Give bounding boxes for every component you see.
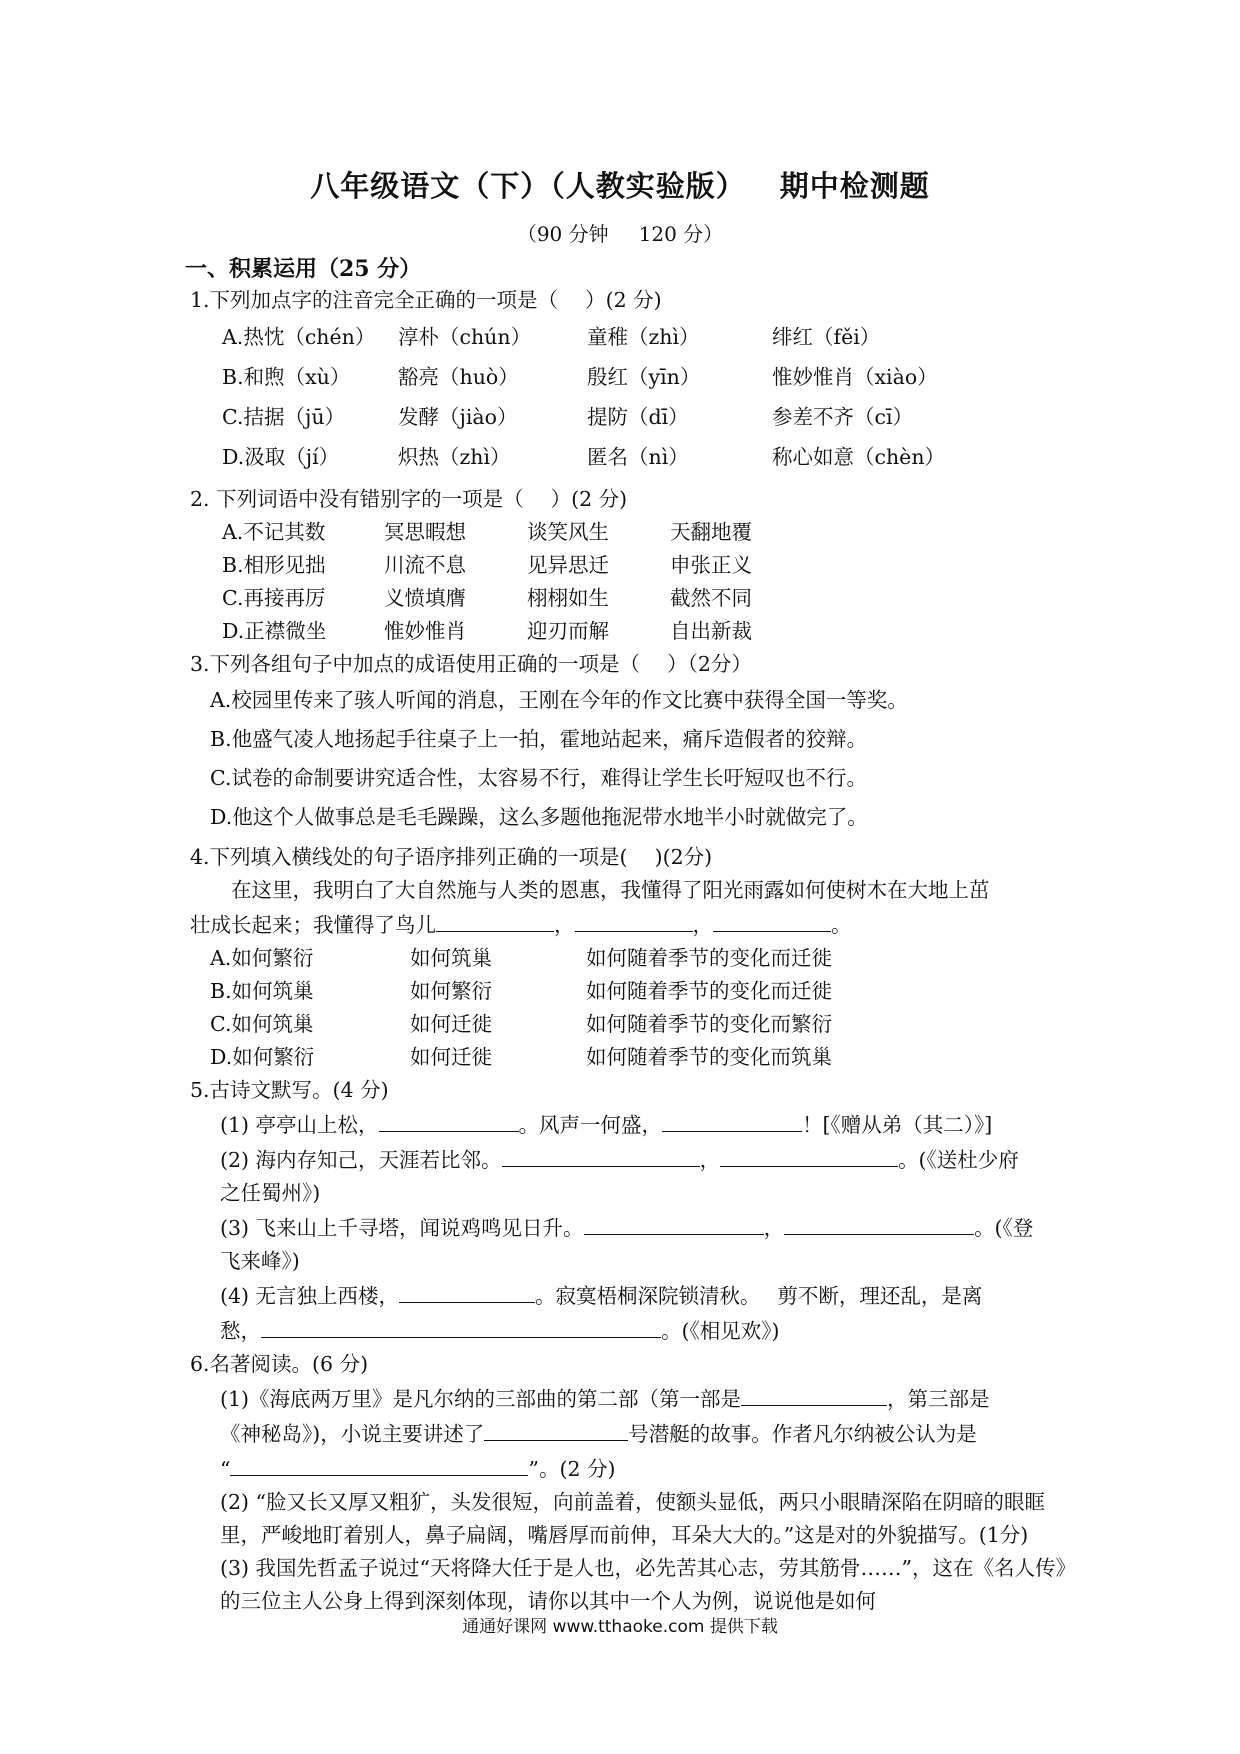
exam-title <box>0 164 1240 205</box>
q5-text: 。寂寞梧桐深院锁清秋。 剪不断，理还乱，是离 <box>535 1284 983 1308</box>
q1-option: 提防（dī） <box>587 405 689 429</box>
q6-stem: 6.名著阅读。(6 分) <box>190 1352 369 1376</box>
q5-text: ！[《赠从弟（其二）》] <box>802 1113 993 1137</box>
q4-option: B.如何筑巢 <box>210 979 314 1003</box>
q2-option: B.相形见拙 <box>222 553 326 577</box>
q6-text: (1)《海底两万里》是凡尔纳的三部曲的第二部（第一部是 <box>220 1387 742 1411</box>
answer-blank[interactable] <box>720 1142 898 1167</box>
q5-text: ， <box>699 1148 721 1172</box>
q4-option: A.如何繁衍 <box>210 946 314 970</box>
q3-stem: 3.下列各组句子中加点的成语使用正确的一项是（ ）（2分） <box>190 652 752 676</box>
q2-option-row <box>190 582 1070 615</box>
answer-blank[interactable] <box>741 1381 887 1406</box>
q6-item3: (3) 我国先哲孟子说过“天将降大任于是人也，必先苦其心志，劳其筋骨……”，这在《名人传》的三位主人公身上得到深刻体现，请你以其中一个人为例，说说他是如何 <box>220 1556 1066 1613</box>
answer-blank[interactable] <box>399 1278 535 1303</box>
q6-text: 号潜艇的故事。作者凡尔纳被公认为是 <box>628 1422 977 1446</box>
answer-blank[interactable] <box>784 1210 974 1235</box>
title-part1: 八年级语文（下）（人教实验版） <box>310 169 746 203</box>
answer-blank[interactable] <box>584 1210 764 1235</box>
q5-text: 飞来峰》) <box>220 1249 300 1273</box>
q3-option-a: A.校园里传来了骇人听闻的消息，王刚在今年的作文比赛中获得全国一等奖。 <box>210 688 908 712</box>
q2-option-row <box>190 549 1070 582</box>
section-heading-text: 一、积累运用（25 分） <box>185 256 422 282</box>
answer-blank[interactable] <box>379 1107 519 1132</box>
q6-text: ，第三部是 <box>887 1387 990 1411</box>
q1-option: 参差不齐（cī） <box>772 405 914 429</box>
q4-option-row <box>190 1008 1070 1041</box>
q6-text: 《神秘岛》)，小说主要讲述了 <box>220 1422 485 1446</box>
q6-item1 <box>190 1381 1070 1486</box>
q1-option: 惟妙惟肖（xiào） <box>772 365 938 389</box>
q2-option: C.再接再厉 <box>222 586 326 610</box>
q2-option: 天翻地覆 <box>670 520 752 544</box>
answer-blank[interactable] <box>502 1142 700 1167</box>
q5-text: (1) 亭亭山上松， <box>220 1113 379 1137</box>
q4-option-row <box>190 942 1070 975</box>
q5-text: (3) 飞来山上千寻塔，闻说鸡鸣见日升。 <box>220 1216 584 1240</box>
q2-option: 自出新裁 <box>670 619 752 643</box>
q3-option-c: C.试卷的命制要讲究适合性，太容易不行，难得让学生长吁短叹也不行。 <box>210 766 867 790</box>
q5-text: 。(《送杜少府 <box>898 1148 1019 1172</box>
q1-option: C.拮据（jū） <box>222 405 346 429</box>
answer-blank[interactable] <box>575 907 693 932</box>
q2-option: A.不记其数 <box>222 520 326 544</box>
q4-option-row <box>190 1041 1070 1074</box>
q1-option: 称心如意（chèn） <box>772 445 946 469</box>
q3-option-b: B.他盛气凌人地扬起手往桌子上一拍，霍地站起来，痛斥造假者的狡辩。 <box>210 727 868 751</box>
q5-text: ， <box>763 1216 785 1240</box>
q1-option: 豁亮（huò） <box>398 365 519 389</box>
q4-passage-line2: 壮成长起来；我懂得了鸟儿 ， ， 。 <box>190 907 1070 942</box>
q3-option-d: D.他这个人做事总是毛毛躁躁，这么多题他拖泥带水地半小时就做完了。 <box>210 805 868 829</box>
q5-text: 。风声一何盛， <box>518 1113 663 1137</box>
q4-option: 如何迁徙 <box>410 1045 492 1069</box>
q1-option: D.汲取（jí） <box>222 445 340 469</box>
q4-passage <box>190 874 1070 907</box>
exam-time: （90 分钟 <box>516 222 609 246</box>
q4-option: 如何随着季节的变化而迁徙 <box>586 946 832 970</box>
answer-blank[interactable] <box>261 1313 661 1338</box>
q5-text: 愁， <box>220 1319 261 1343</box>
q1-option: 匿名（nì） <box>587 445 689 469</box>
q5-text: 之任蜀州》) <box>220 1181 321 1205</box>
q5-item3 <box>190 1210 1070 1278</box>
q5-text: (4) 无言独上西楼， <box>220 1284 400 1308</box>
q4-option: 如何随着季节的变化而繁衍 <box>586 1012 832 1036</box>
q4-option: 如何繁衍 <box>410 979 492 1003</box>
q1-option: 淳朴（chún） <box>398 325 532 349</box>
q5-text: 。(《登 <box>974 1216 1034 1240</box>
q2-option: 截然不同 <box>670 586 752 610</box>
q6-item2: (2) “脸又长又厚又粗犷，头发很短，向前盖着，使额头显低，两只小眼睛深陷在阴暗的眼眶里，严峻地盯着别人，鼻子扁阔，嘴唇厚而前伸，耳朵大大的。”这是对的外貌描写。(1分) <box>220 1490 1046 1547</box>
q2-option: 惟妙惟肖 <box>384 619 466 643</box>
answer-blank[interactable] <box>230 1451 528 1476</box>
q4-option: D.如何繁衍 <box>210 1045 315 1069</box>
q5-text: 。(《相见欢》) <box>661 1319 780 1343</box>
questions <box>190 284 1070 1618</box>
q4-option: 如何随着季节的变化而迁徙 <box>586 979 832 1003</box>
q2-option: 川流不息 <box>384 553 466 577</box>
q4-option: 如何筑巢 <box>410 946 492 970</box>
answer-blank[interactable] <box>662 1107 802 1132</box>
q1-option: 绯红（fěi） <box>772 325 881 349</box>
q2-option: 谈笑风生 <box>527 520 609 544</box>
footer-source: 通通好课网 www.tthaoke.com 提供下载 <box>462 1617 778 1637</box>
q1-option: 童稚（zhì） <box>587 325 700 349</box>
q2-option: 见异思迁 <box>527 553 609 577</box>
q6-text: “ <box>220 1457 231 1481</box>
q4-passage-text: 壮成长起来；我懂得了鸟儿 <box>190 913 436 937</box>
q1-option-row <box>190 357 1070 397</box>
q1-stem: 1.下列加点字的注音完全正确的一项是（ ）(2 分) <box>190 288 662 312</box>
q1-option-row <box>190 437 1070 477</box>
q4-option-row <box>190 975 1070 1008</box>
q2-option: 申张正义 <box>670 553 752 577</box>
q4-option: 如何迁徙 <box>410 1012 492 1036</box>
q1-option: 殷红（yīn） <box>587 365 701 389</box>
q2-option-row <box>190 615 1070 648</box>
answer-blank[interactable] <box>484 1416 628 1441</box>
q4-option: C.如何筑巢 <box>210 1012 314 1036</box>
q2-option: 栩栩如生 <box>527 586 609 610</box>
section-heading <box>185 252 421 283</box>
q5-item2 <box>190 1142 1070 1210</box>
q5-stem: 5.古诗文默写。(4 分) <box>190 1078 389 1102</box>
q1-option: B.和煦（xù） <box>222 365 351 389</box>
q2-option: 冥思暇想 <box>384 520 466 544</box>
q4-stem: 4.下列填入横线处的句子语序排列正确的一项是( )(2分) <box>190 845 713 869</box>
q2-option: D.正襟微坐 <box>222 619 327 643</box>
q4-passage-line1: 在这里，我明白了大自然施与人类的恩惠，我懂得了阳光雨露如何使树木在大地上茁 <box>231 878 990 902</box>
q2-stem: 2. 下列词语中没有错别字的一项是（ ）(2 分) <box>190 487 628 511</box>
q1-option-row <box>190 397 1070 437</box>
q5-item1 <box>190 1107 1070 1142</box>
q4-option: 如何随着季节的变化而筑巢 <box>586 1045 832 1069</box>
q2-option-row <box>190 516 1070 549</box>
q5-item4 <box>190 1278 1070 1348</box>
q1-option: 发酵（jiào） <box>398 405 518 429</box>
title-part2: 期中检测题 <box>779 169 930 203</box>
q2-option: 迎刃而解 <box>527 619 609 643</box>
q1-option: 炽热（zhì） <box>398 445 511 469</box>
q1-option: A.热忱（chén） <box>222 325 376 349</box>
q2-option: 义愤填膺 <box>384 586 466 610</box>
answer-blank[interactable] <box>713 907 831 932</box>
exam-subtitle <box>0 218 1240 247</box>
exam-score: 120 分） <box>638 222 724 246</box>
q1-option-row <box>190 317 1070 357</box>
q6-text: ”。(2 分) <box>528 1457 616 1481</box>
answer-blank[interactable] <box>436 907 554 932</box>
q5-text: (2) 海内存知己，天涯若比邻。 <box>220 1148 502 1172</box>
